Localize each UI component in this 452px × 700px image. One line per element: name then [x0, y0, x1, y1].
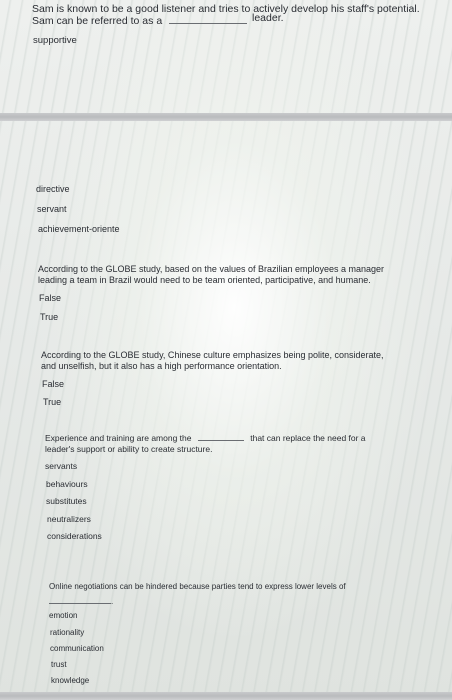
- q4-option-neutralizers[interactable]: neutralizers: [47, 514, 91, 524]
- bottom-band: [0, 692, 452, 700]
- question-4-line2: leader's support or ability to create structure.: [45, 444, 213, 454]
- q1-option-supportive[interactable]: supportive: [33, 35, 77, 46]
- question-1-blank: [169, 23, 247, 24]
- question-4-line1: [45, 433, 445, 444]
- question-4-line1-pre: Experience and training are among the: [45, 433, 192, 443]
- question-3-line2: and unselfish, but it also has a high performance orientation.: [41, 361, 282, 371]
- q1-option-servant[interactable]: servant: [37, 204, 67, 214]
- question-2: [38, 264, 438, 286]
- q5-option-rationality[interactable]: rationality: [50, 628, 85, 637]
- q1-option-achievement[interactable]: achievement-oriente: [38, 224, 120, 234]
- question-4: [45, 433, 445, 455]
- q4-option-behaviours[interactable]: behaviours: [46, 479, 88, 489]
- question-3-line1: According to the GLOBE study, Chinese culture emphasizes being polite, considerate,: [41, 350, 384, 360]
- q5-option-trust[interactable]: trust: [51, 660, 67, 669]
- q5-option-emotion[interactable]: emotion: [49, 611, 78, 620]
- question-1-line2: [32, 12, 432, 27]
- question-1-line1: Sam is known to be a good listener and tries to actively develop his staff's potential.: [32, 3, 420, 15]
- q3-option-true[interactable]: True: [43, 397, 62, 407]
- q4-option-considerations[interactable]: considerations: [47, 531, 102, 541]
- question-5-blank: [49, 603, 111, 604]
- question-1-line2-post: leader.: [252, 12, 284, 24]
- question-4-blank: [198, 440, 244, 441]
- question-1: [32, 3, 432, 27]
- question-2-line2: leading a team in Brazil would need to be team oriented, participative, and humane.: [38, 275, 371, 285]
- q2-option-false[interactable]: False: [39, 293, 62, 303]
- question-3: [41, 350, 441, 372]
- question-5: [49, 581, 449, 607]
- question-5-line2: [49, 596, 449, 607]
- q4-option-servants[interactable]: servants: [45, 461, 78, 471]
- divider-band: [0, 113, 452, 121]
- question-5-line1: Online negotiations can be hindered because parties tend to express lower levels of: [49, 582, 346, 591]
- question-1-line2-pre: Sam can be referred to as a: [32, 15, 163, 27]
- q5-option-communication[interactable]: communication: [50, 644, 104, 653]
- q2-option-true[interactable]: True: [40, 312, 59, 322]
- q3-option-false[interactable]: False: [42, 379, 65, 389]
- question-2-line1: According to the GLOBE study, based on the values of Brazilian employees a manager: [38, 264, 385, 274]
- q1-option-directive[interactable]: directive: [36, 184, 70, 194]
- q5-option-knowledge[interactable]: knowledge: [51, 676, 90, 685]
- question-5-line2-tail: .: [111, 597, 114, 606]
- question-4-line1-post: that can replace the need for a: [250, 433, 366, 443]
- q4-option-substitutes[interactable]: substitutes: [46, 496, 87, 506]
